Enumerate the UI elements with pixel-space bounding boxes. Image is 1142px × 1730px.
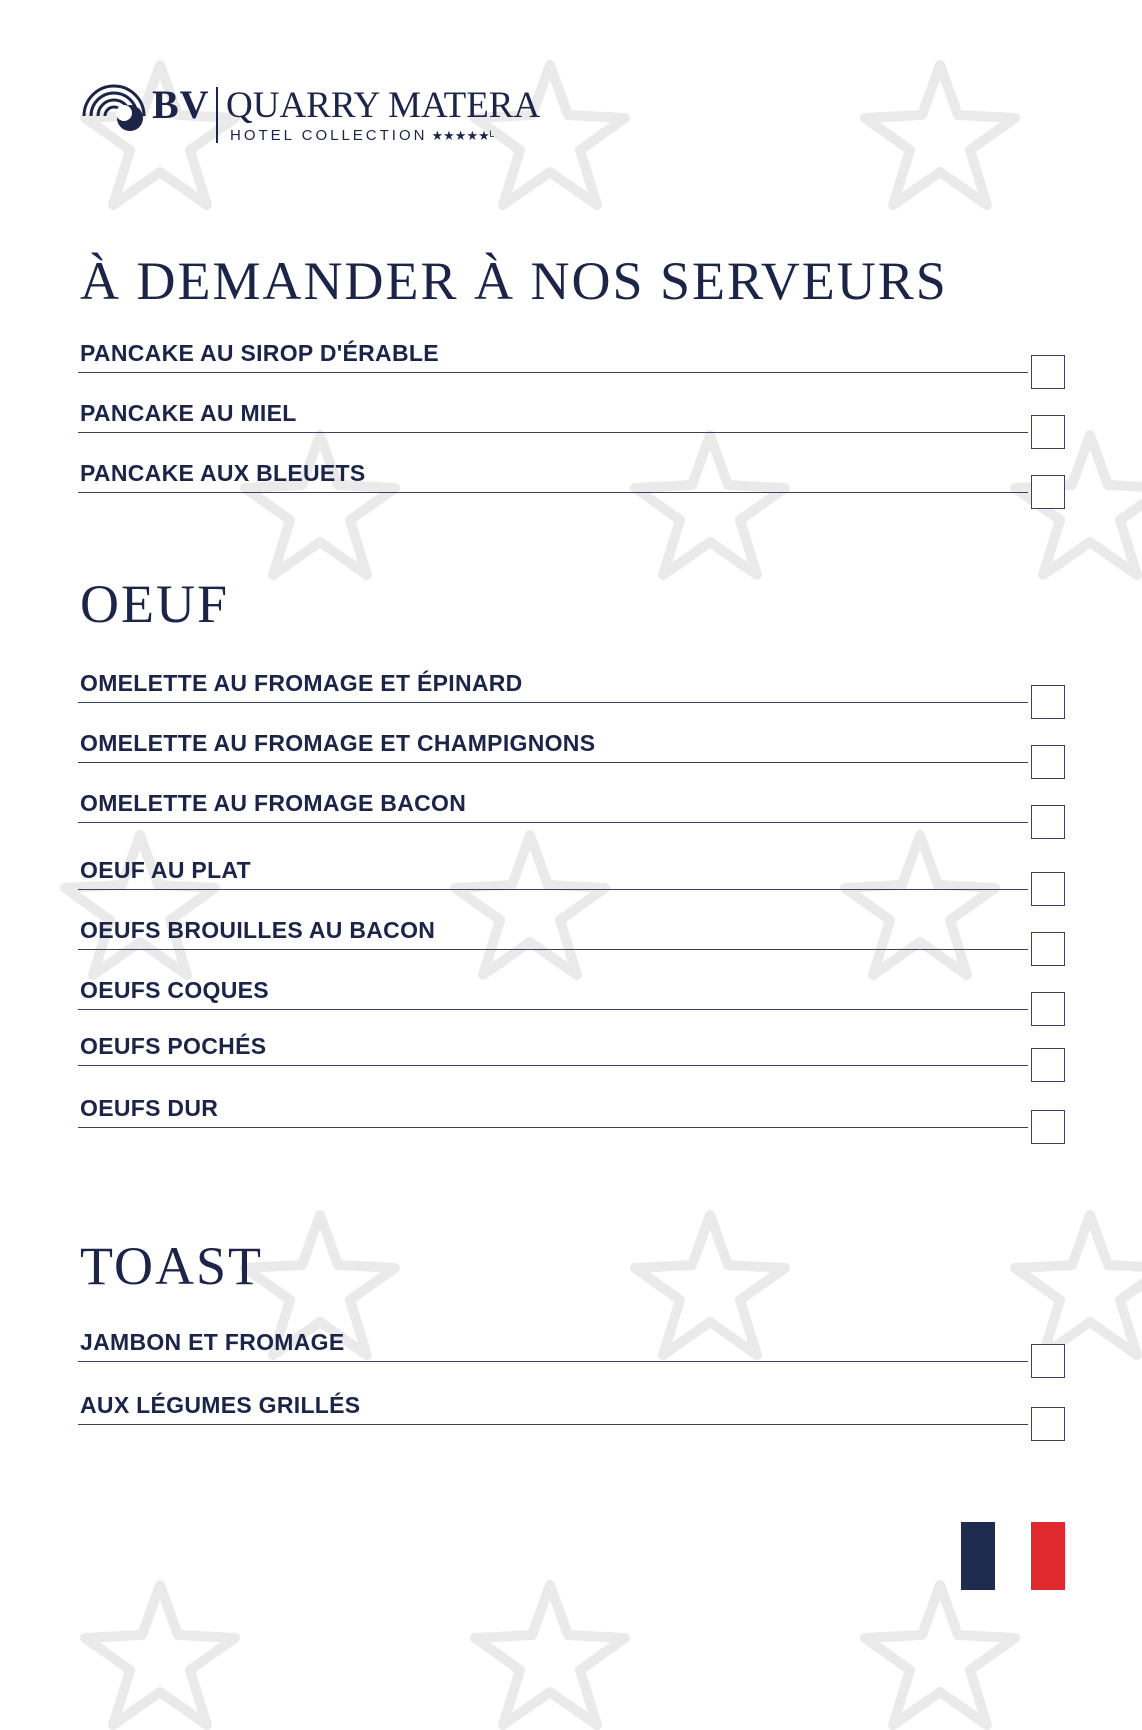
item-rule: [78, 432, 1028, 434]
order-checkbox[interactable]: [1031, 355, 1065, 389]
menu-item: [80, 453, 1082, 493]
order-checkbox[interactable]: [1031, 932, 1065, 966]
rating-stars: ★★★★★ᴸ: [431, 128, 495, 143]
menu-item: [80, 393, 1082, 433]
menu-item-label: OMELETTE AU FROMAGE BACON: [80, 790, 467, 816]
menu-item: [80, 333, 1082, 373]
item-rule: [78, 702, 1028, 704]
hotel-name: QUARRY MATERA: [226, 85, 541, 126]
watermark-star-icon: [460, 1580, 640, 1730]
arch-logo-icon: [80, 82, 150, 134]
logo-divider: [216, 87, 218, 143]
menu-item-label: AUX LÉGUMES GRILLÉS: [80, 1392, 361, 1418]
menu-item-label: OMELETTE AU FROMAGE ET CHAMPIGNONS: [80, 730, 596, 756]
order-checkbox[interactable]: [1031, 1344, 1065, 1378]
order-checkbox[interactable]: [1031, 745, 1065, 779]
watermark-star-icon: [850, 1580, 1030, 1730]
item-rule: [78, 1009, 1028, 1011]
item-rule: [78, 762, 1028, 764]
watermark-star-icon: [70, 1580, 250, 1730]
order-checkbox[interactable]: [1031, 805, 1065, 839]
section-title-toast: TOAST: [80, 1236, 264, 1296]
menu-item: [80, 1026, 1082, 1066]
watermark-star-icon: [850, 60, 1030, 210]
order-checkbox[interactable]: [1031, 872, 1065, 906]
section-title-oeuf: OEUF: [80, 574, 230, 634]
menu-item: [80, 783, 1082, 823]
menu-item: [80, 1322, 1082, 1362]
item-rule: [78, 1065, 1028, 1067]
flag-white-stripe: [996, 1522, 1030, 1590]
menu-item: [80, 970, 1082, 1010]
french-flag-icon[interactable]: [961, 1522, 1065, 1590]
menu-item-label: OEUFS DUR: [80, 1095, 219, 1121]
section-title-demander: À DEMANDER À NOS SERVEURS: [80, 251, 948, 311]
hotel-collection: [230, 127, 494, 144]
menu-item: [80, 1088, 1082, 1128]
order-checkbox[interactable]: [1031, 1110, 1065, 1144]
menu-item-label: OEUFS COQUES: [80, 977, 269, 1003]
menu-item: [80, 910, 1082, 950]
item-rule: [78, 822, 1028, 824]
item-rule: [78, 949, 1028, 951]
item-rule: [78, 889, 1028, 891]
menu-item-label: OEUFS POCHÉS: [80, 1033, 267, 1059]
item-rule: [78, 1127, 1028, 1129]
flag-blue-stripe: [961, 1522, 995, 1590]
logo-initials: BV: [152, 82, 210, 127]
menu-item: [80, 1385, 1082, 1425]
order-checkbox[interactable]: [1031, 685, 1065, 719]
item-rule: [78, 1361, 1028, 1363]
menu-item: [80, 663, 1082, 703]
menu-item-label: PANCAKE AU MIEL: [80, 400, 297, 426]
menu-item-label: OMELETTE AU FROMAGE ET ÉPINARD: [80, 670, 523, 696]
collection-label: HOTEL COLLECTION: [230, 127, 428, 144]
item-rule: [78, 1424, 1028, 1426]
menu-item-label: OEUF AU PLAT: [80, 857, 251, 883]
menu-item: [80, 723, 1082, 763]
flag-red-stripe: [1031, 1522, 1065, 1590]
order-checkbox[interactable]: [1031, 475, 1065, 509]
menu-item-label: OEUFS BROUILLES AU BACON: [80, 917, 436, 943]
menu-item-label: PANCAKE AU SIROP D'ÉRABLE: [80, 340, 439, 366]
item-rule: [78, 492, 1028, 494]
order-checkbox[interactable]: [1031, 992, 1065, 1026]
menu-item-label: JAMBON ET FROMAGE: [80, 1329, 345, 1355]
order-checkbox[interactable]: [1031, 1048, 1065, 1082]
menu-item: [80, 850, 1082, 890]
order-checkbox[interactable]: [1031, 415, 1065, 449]
order-checkbox[interactable]: [1031, 1407, 1065, 1441]
menu-item-label: PANCAKE AUX BLEUETS: [80, 460, 366, 486]
item-rule: [78, 372, 1028, 374]
